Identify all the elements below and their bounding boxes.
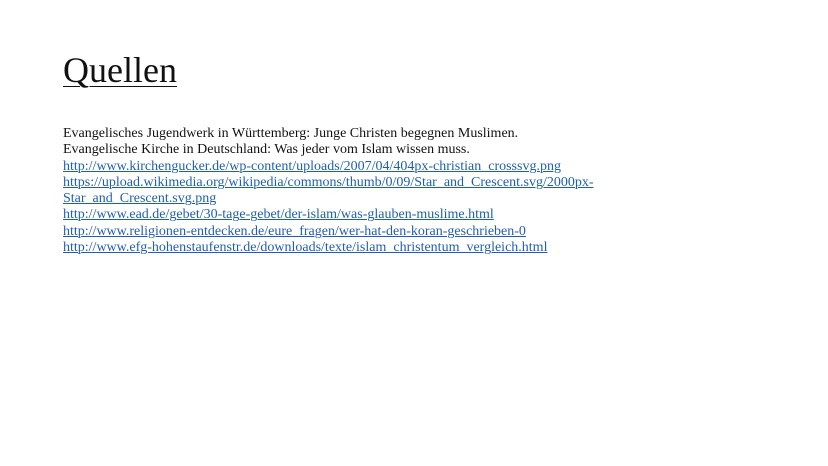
- source-link-religionen-entdecken[interactable]: http://www.religionen-entdecken.de/eure_fragen/wer-hat-den-koran-geschrieben-0: [63, 223, 526, 239]
- source-link-wikimedia-continued[interactable]: Star_and_Crescent.svg.png: [63, 191, 217, 207]
- slide-title: Quellen: [63, 50, 177, 90]
- source-text-2: Evangelische Kirche in Deutschland: Was jeder vom Islam wissen muss.: [63, 142, 470, 158]
- source-link-wikimedia[interactable]: https://upload.wikimedia.org/wikipedia/commons/thumb/0/09/Star_and_Crescent.svg/2000px-: [63, 174, 594, 190]
- source-text-1: Evangelisches Jugendwerk in Württemberg: Junge Christen begegnen Muslimen.: [63, 126, 519, 141]
- source-link-ead[interactable]: http://www.ead.de/gebet/30-tage-gebet/der-islam/was-glauben-muslime.html: [63, 207, 494, 223]
- source-link-efg-hohenstaufenstr[interactable]: http://www.efg-hohenstaufenstr.de/downloads/texte/islam_christentum_vergleich.html: [63, 240, 548, 256]
- source-link-kirchengucker[interactable]: http://www.kirchengucker.de/wp-content/uploads/2007/04/404px-christian_crosssvg.png: [63, 158, 561, 174]
- sources-list: [63, 126, 663, 256]
